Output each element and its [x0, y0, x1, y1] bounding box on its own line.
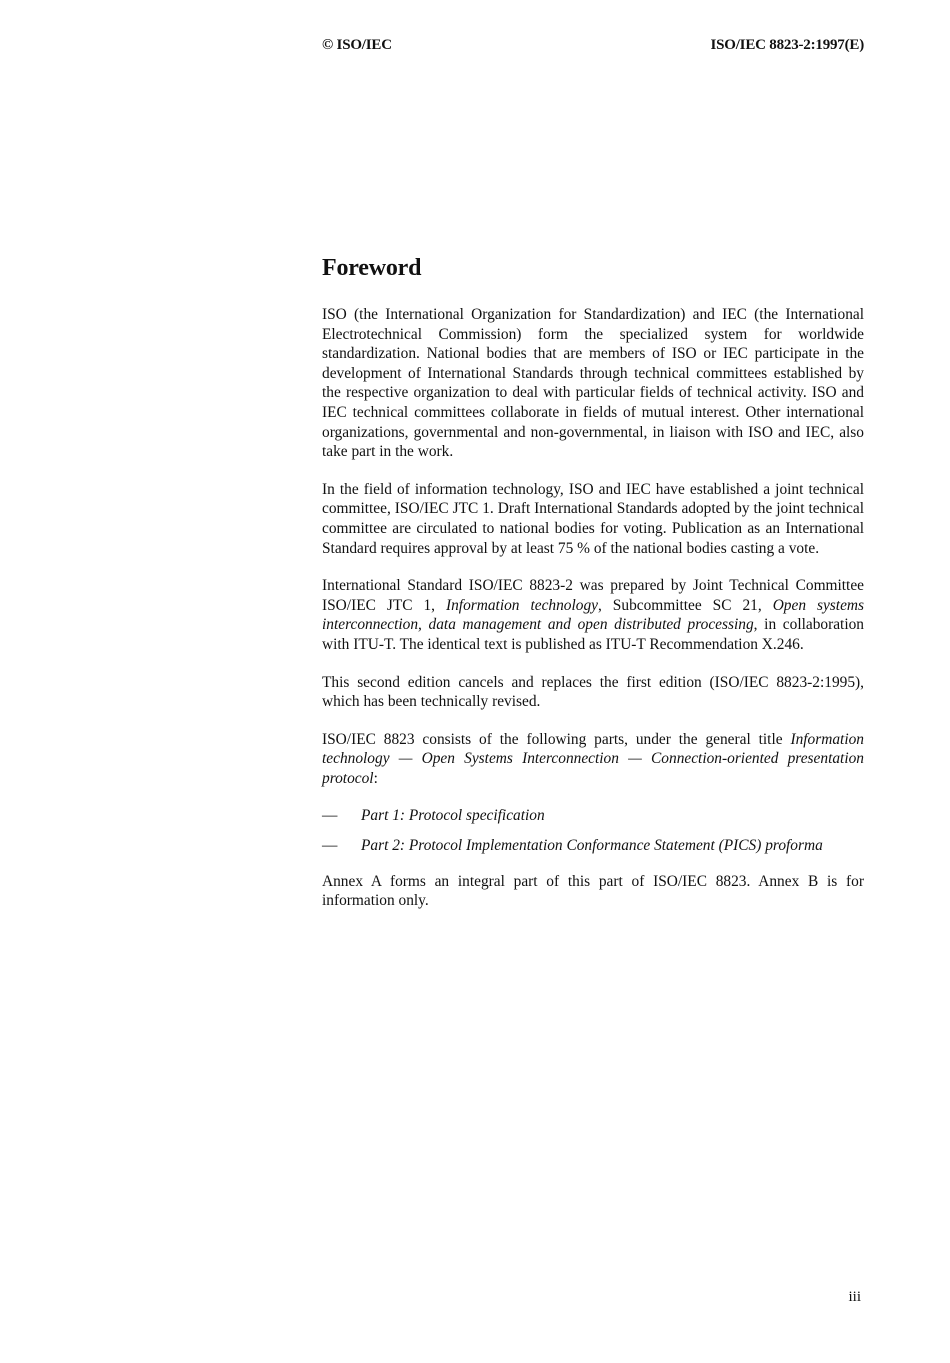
list-dash: —	[322, 807, 338, 825]
page-number: iii	[848, 1289, 861, 1305]
paragraph-iso-iec-intro: ISO (the International Organization for Standardization) and IEC (the International Electrotechnical Commission) form the specialized system for worldwide standardization. National bodies that are members of ISO or IEC participate in the development of International Standards through technical committees established by the respective organization to deal with particular fields of technical activity. ISO and IEC technical committees collaborate in fields of mutual interest. Other international organizations, governmental and non-governmental, in liaison with ISO and IEC, also take part in the work.	[322, 306, 864, 461]
page-title: Foreword	[322, 255, 422, 281]
prepared-by-text-3: , in collaboration with ITU-T. The identical text is published as ITU-T Recommendation X.246.	[322, 616, 864, 653]
prepared-by-text-2: , Subcommittee SC 21,	[598, 596, 773, 614]
list-item	[322, 806, 864, 826]
prepared-by-text-1: International Standard ISO/IEC 8823-2 was prepared by Joint Technical Committee ISO/IEC JTC 1,	[322, 577, 864, 614]
part-label: Part 2: Protocol Implementation Conformance Statement (PICS) proforma	[361, 837, 823, 855]
paragraph-jtc1: In the field of information technology, ISO and IEC have established a joint technical committee, ISO/IEC JTC 1. Draft International Standards adopted by the joint technical committee are circulated to national bodies for voting. Publication as an International Standard requires approval by at least 75 % of the national bodies casting a vote.	[322, 480, 864, 557]
paragraph-edition: This second edition cancels and replaces the first edition (ISO/IEC 8823-2:1995), which has been technically revised.	[322, 673, 864, 711]
list-item	[322, 836, 864, 856]
paragraph-parts-intro	[322, 730, 864, 789]
part-label: Part 1: Protocol specification	[361, 807, 545, 825]
parts-intro-colon: :	[373, 769, 378, 787]
list-dash: —	[322, 837, 338, 855]
header-document-id: ISO/IEC 8823-2:1997(E)	[710, 37, 864, 53]
foreword-section	[322, 251, 864, 929]
header-copyright: © ISO/IEC	[322, 37, 392, 53]
parts-list	[322, 806, 864, 855]
paragraph-prepared-by	[322, 576, 864, 654]
parts-intro-text: ISO/IEC 8823 consists of the following parts, under the general title	[322, 730, 791, 748]
parts-general-title: Information technology — Open Systems Interconnection — Connection-oriented presentation protocol	[322, 730, 864, 787]
prepared-by-italic-2: Open systems interconnection, data management and open distributed processing	[322, 596, 865, 634]
paragraph-annex: Annex A forms an integral part of this part of ISO/IEC 8823. Annex B is for information only.	[322, 872, 864, 910]
prepared-by-italic-1: Information technology	[445, 596, 598, 614]
